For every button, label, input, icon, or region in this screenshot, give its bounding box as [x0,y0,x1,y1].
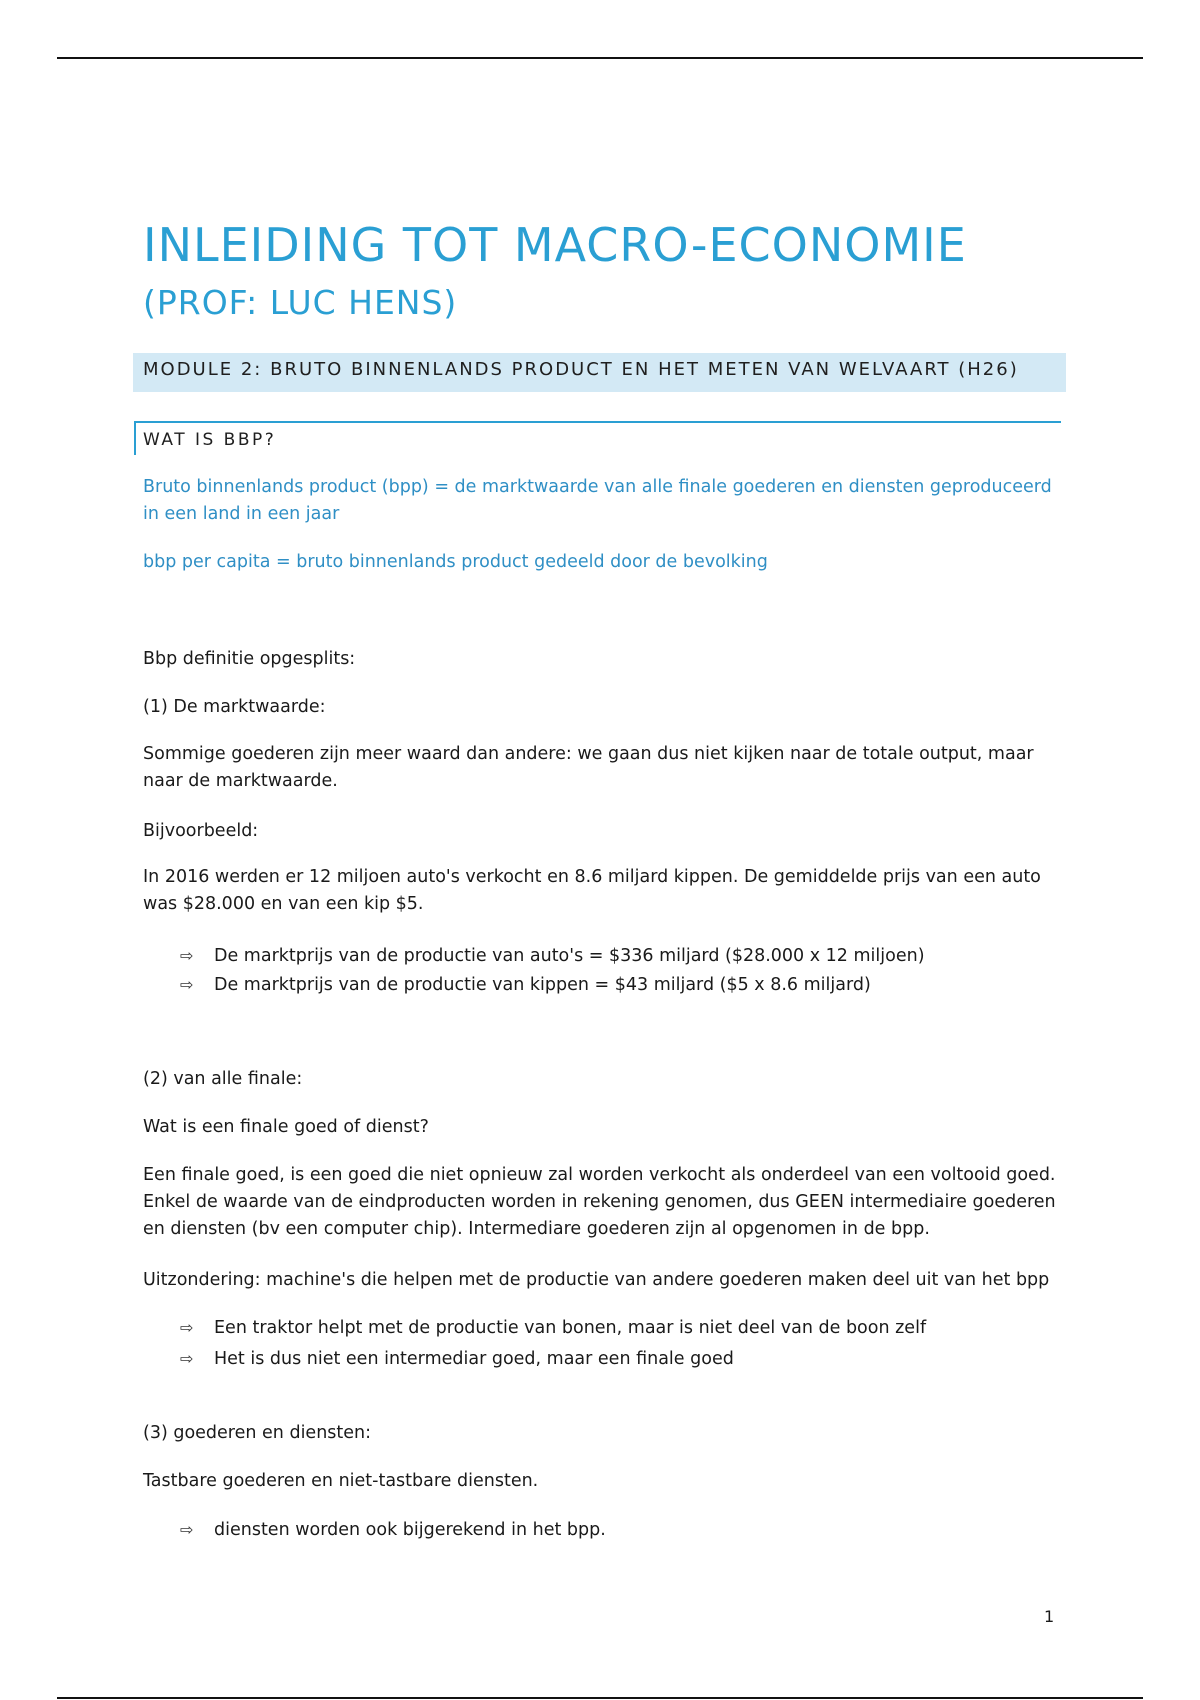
list-item: ⇨ De marktprijs van de productie van kippen = $43 miljard ($5 x 8.6 miljard) [180,971,871,999]
part1-heading: (1) De marktwaarde: [143,697,326,717]
list-item: ⇨ De marktprijs van de productie van auto's = $336 miljard ($28.000 x 12 miljoen) [180,942,925,970]
part1-example-label: Bijvoorbeeld: [143,821,259,841]
part1-example-text: In 2016 werden er 12 miljoen auto's verkocht en 8.6 miljard kippen. De gemiddelde prijs van een auto was $28.000 en van een kip $5. [143,867,1041,914]
arrow-right-outline-icon: ⇨ [180,1318,194,1337]
document-title: INLEIDING TOT MACRO-ECONOMIE [143,218,967,272]
arrow-right-outline-icon: ⇨ [180,975,194,994]
list-item: ⇨ diensten worden ook bijgerekend in het bpp. [180,1516,606,1544]
header-rule [57,57,1143,59]
list-item: ⇨ Het is dus niet een intermediar goed, maar een finale goed [180,1345,734,1373]
part2-question: Wat is een finale goed of dienst? [143,1117,429,1137]
definition-bbp: Bruto binnenlands product (bpp) = de marktwaarde van alle finale goederen en diensten geproduceerd in een land in een jaar [143,477,1052,524]
part3-text: Tastbare goederen en niet-tastbare diensten. [143,1471,539,1491]
part2-heading: (2) van alle finale: [143,1069,303,1089]
section-heading: WAT IS BBP? [143,430,277,450]
part3-heading: (3) goederen en diensten: [143,1423,372,1443]
intro-text: Bbp definitie opgesplits: [143,649,356,669]
page-number: 1 [1044,1607,1055,1626]
document-subtitle: (PROF: LUC HENS) [143,283,458,322]
arrow-right-outline-icon: ⇨ [180,1520,194,1539]
module-heading: MODULE 2: BRUTO BINNENLANDS PRODUCT EN HET METEN VAN WELVAART (H26) [143,359,1019,380]
definition-bbp-per-capita: bbp per capita = bruto binnenlands product gedeeld door de bevolking [143,552,768,572]
arrow-right-outline-icon: ⇨ [180,1349,194,1368]
part2-text: Een finale goed, is een goed die niet opnieuw zal worden verkocht als onderdeel van een voltooid goed. Enkel de waarde van de eindproducten worden in rekening genomen, dus GEEN intermediaire goederen en diensten (bv een computer chip). Intermediare goederen zijn al opgenomen in de bpp. [143,1165,1056,1239]
list-item: ⇨ Een traktor helpt met de productie van bonen, maar is niet deel van de boon zelf [180,1314,926,1342]
part2-exception: Uitzondering: machine's die helpen met de productie van andere goederen maken deel uit van het bpp [143,1270,1050,1290]
footer-rule [57,1697,1143,1699]
arrow-right-outline-icon: ⇨ [180,946,194,965]
part1-text: Sommige goederen zijn meer waard dan andere: we gaan dus niet kijken naar de totale output, maar naar de marktwaarde. [143,744,1034,791]
